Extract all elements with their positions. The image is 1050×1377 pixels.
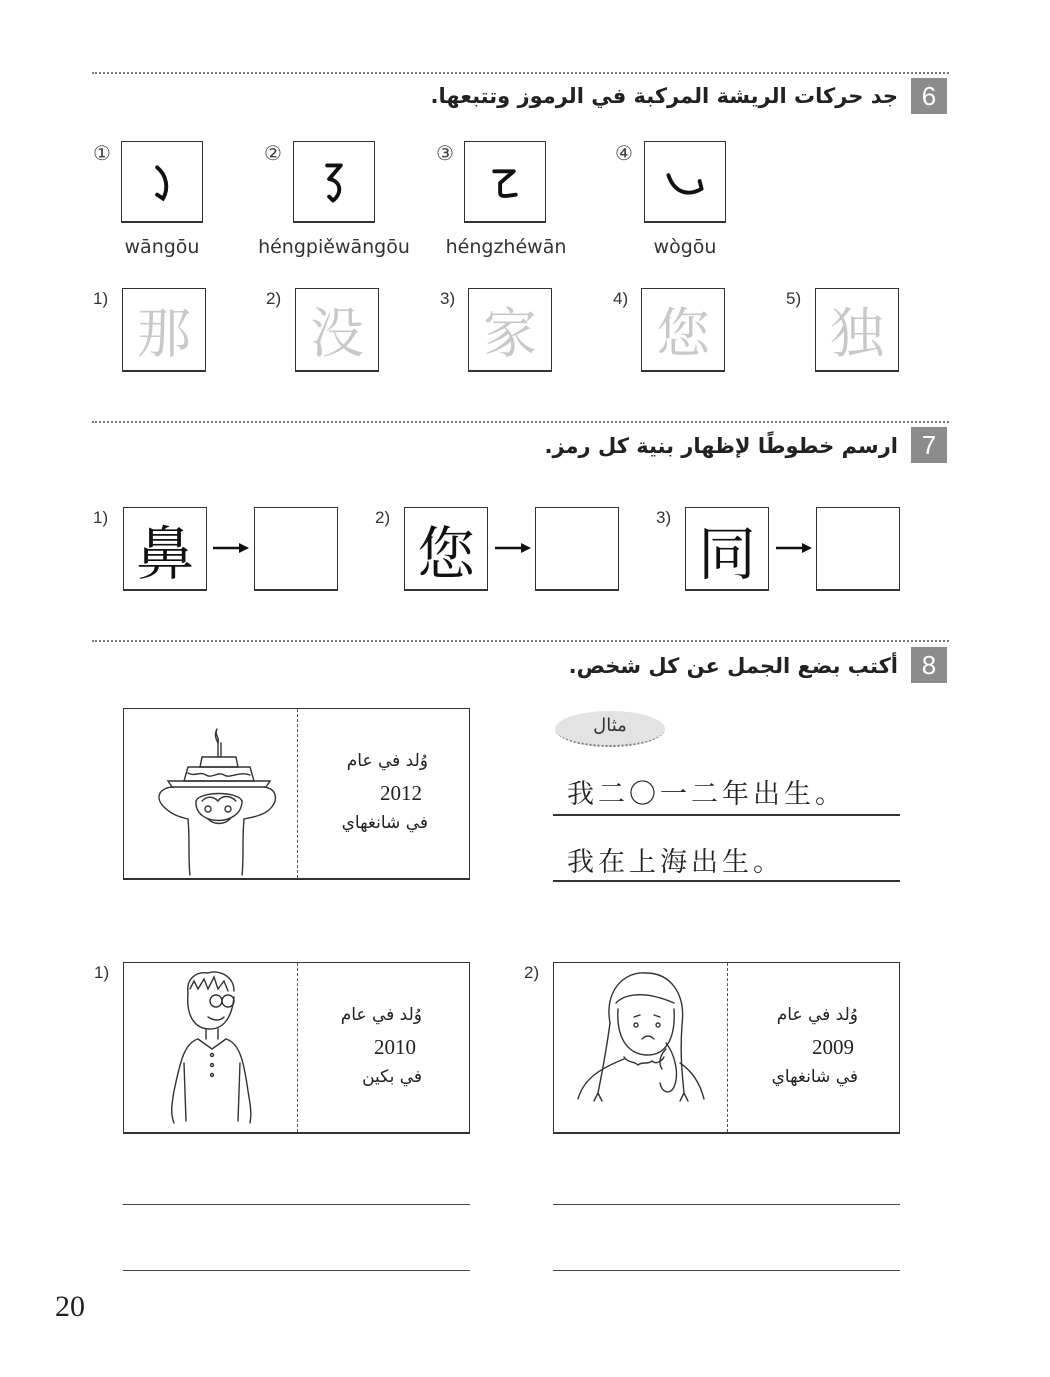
card-info — [728, 963, 900, 1133]
stroke-marker-3: ③ — [436, 141, 454, 165]
stroke-box-hengpiewangou — [293, 141, 375, 223]
person-label-1: 1) — [94, 963, 110, 982]
structure-char-box-1 — [123, 507, 207, 591]
structure-char-box-3 — [685, 507, 769, 591]
trace-character: 那 — [137, 302, 191, 365]
example-line — [553, 880, 900, 882]
trace-character: 独 — [830, 302, 884, 365]
structure-label-1: 1) — [93, 508, 109, 527]
person-label-2: 2) — [524, 963, 540, 982]
char-label-4: 4) — [613, 289, 629, 308]
hengzhewan-icon — [465, 142, 545, 221]
boy-illustration — [124, 963, 297, 1133]
example-sentence-1: 我二〇一二年出生。 — [567, 779, 846, 810]
stroke-box-wangou — [121, 141, 203, 223]
structure-character: 鼻 — [135, 519, 194, 588]
birth-place: في شانغهاي — [771, 1067, 858, 1087]
stroke-marker-4: ④ — [615, 141, 633, 165]
birth-place: في شانغهاي — [341, 813, 428, 833]
wogou-icon — [645, 142, 725, 221]
section6-instruction: جد حركات الريشة المركبة في الرموز وتتبعها. — [430, 84, 898, 108]
example-sentence-2: 我在上海出生。 — [567, 847, 784, 878]
structure-answer-box-2[interactable] — [535, 507, 619, 591]
trace-box-2[interactable] — [295, 288, 379, 372]
trace-character: 家 — [483, 302, 537, 365]
writing-line[interactable] — [553, 1270, 900, 1271]
structure-character: 同 — [697, 519, 756, 588]
birth-year: 2009 — [812, 1035, 854, 1059]
structure-character: 您 — [416, 519, 475, 588]
section8-instruction: أكتب بضع الجمل عن كل شخص. — [568, 654, 898, 678]
example-person-card — [123, 708, 470, 880]
section6-number: 6 — [911, 78, 947, 114]
girl-illustration — [554, 963, 727, 1133]
section-divider — [92, 72, 949, 74]
arrow-right-icon — [776, 542, 812, 554]
trace-box-3[interactable] — [468, 288, 552, 372]
structure-label-3: 3) — [656, 508, 672, 527]
stroke-marker-2: ② — [264, 141, 282, 165]
stroke-marker-1: ① — [93, 141, 111, 165]
example-badge-label: مثال — [593, 715, 627, 736]
stroke-pinyin: wògōu — [653, 236, 717, 258]
section-divider — [92, 421, 949, 423]
example-line — [553, 814, 900, 816]
card-info — [298, 963, 470, 1133]
section7-instruction: ارسم خطوطًا لإظهار بنية كل رمز. — [544, 434, 898, 458]
born-in-year-label: وُلد في عام — [776, 1005, 858, 1025]
stroke-pinyin: héngpiěwāngōu — [258, 236, 410, 258]
card-info — [298, 709, 470, 879]
trace-character: 您 — [656, 302, 710, 365]
birthday-child-illustration — [124, 709, 297, 879]
trace-box-4[interactable] — [641, 288, 725, 372]
trace-character: 没 — [310, 302, 364, 365]
writing-line[interactable] — [123, 1270, 470, 1271]
writing-line[interactable] — [553, 1204, 900, 1205]
section7-number: 7 — [911, 427, 947, 463]
arrow-right-icon — [495, 542, 531, 554]
person-card-2 — [553, 962, 900, 1134]
trace-box-5[interactable] — [815, 288, 899, 372]
structure-label-2: 2) — [375, 508, 391, 527]
arrow-right-icon — [213, 542, 249, 554]
person-card-1 — [123, 962, 470, 1134]
born-in-year-label: وُلد في عام — [346, 751, 428, 771]
wangou-icon — [122, 142, 202, 221]
stroke-pinyin: wāngōu — [124, 236, 200, 258]
hengpiewangou-icon — [294, 142, 374, 221]
char-label-5: 5) — [786, 289, 802, 308]
born-in-year-label: وُلد في عام — [340, 1005, 422, 1025]
writing-line[interactable] — [123, 1204, 470, 1205]
birth-year: 2010 — [374, 1035, 416, 1059]
stroke-pinyin: héngzhéwān — [445, 236, 567, 258]
stroke-box-wogou — [644, 141, 726, 223]
example-badge — [555, 711, 665, 747]
birth-year: 2012 — [380, 781, 422, 805]
section8-number: 8 — [911, 647, 947, 683]
char-label-1: 1) — [93, 289, 109, 308]
char-label-3: 3) — [440, 289, 456, 308]
trace-box-1[interactable] — [122, 288, 206, 372]
structure-char-box-2 — [404, 507, 488, 591]
birth-place: في بكين — [362, 1067, 422, 1087]
page-number: 20 — [55, 1290, 85, 1323]
stroke-box-hengzhewan — [464, 141, 546, 223]
structure-answer-box-3[interactable] — [816, 507, 900, 591]
section-divider — [92, 640, 949, 642]
structure-answer-box-1[interactable] — [254, 507, 338, 591]
char-label-2: 2) — [266, 289, 282, 308]
